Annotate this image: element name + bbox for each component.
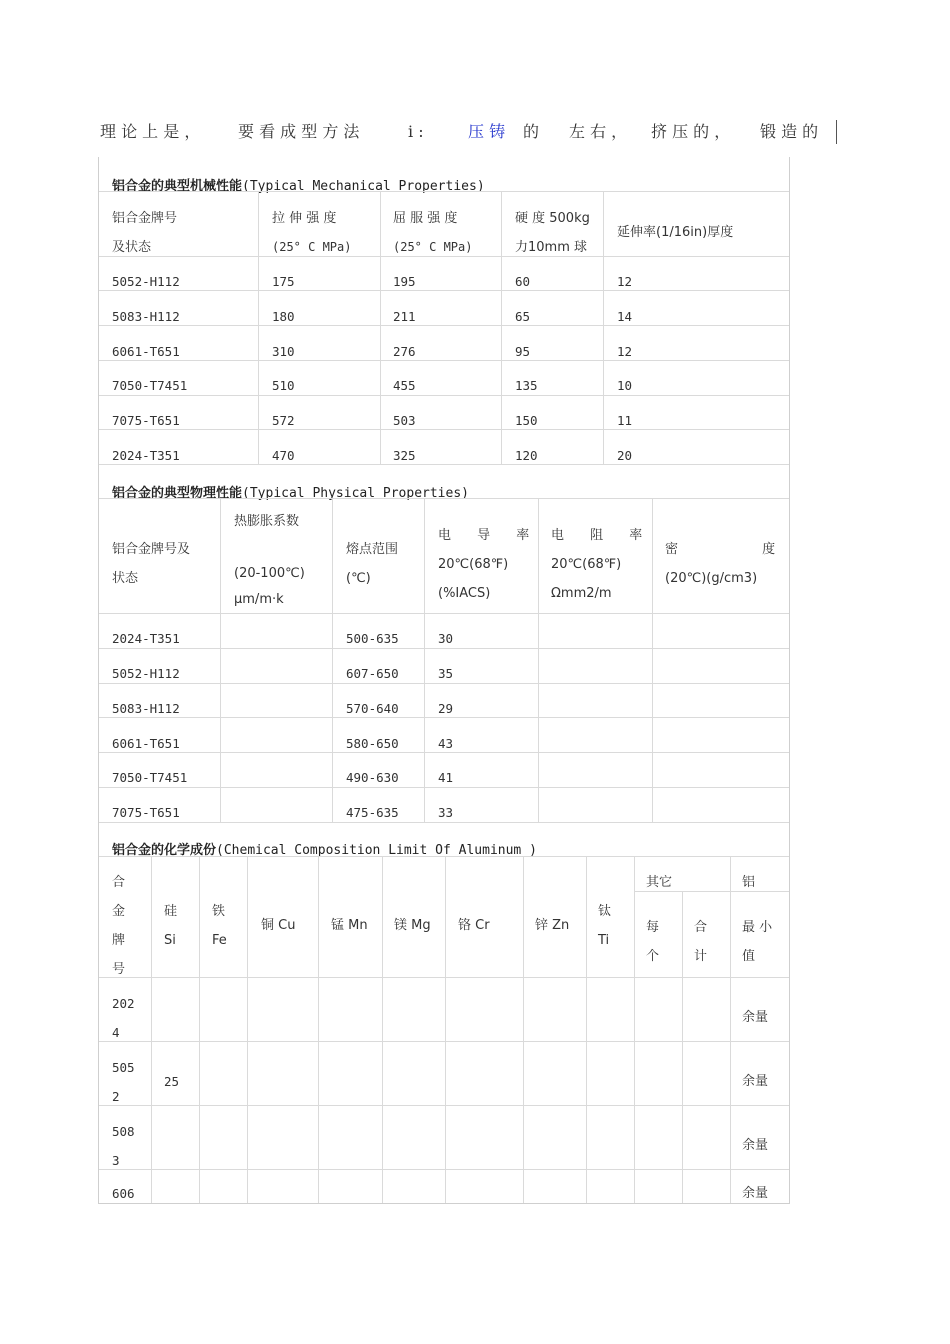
phys-cell-alloy: 2024-T351 xyxy=(112,631,180,646)
intro-line xyxy=(100,120,837,144)
chem-header-cu: 铜 Cu xyxy=(261,918,296,933)
phys-header-melting: 熔点范围 (℃) xyxy=(346,542,399,586)
mech-cell-hardness: 95 xyxy=(515,344,531,359)
mech-cell-tensile: 310 xyxy=(272,344,295,359)
chem-header-al: 铝 xyxy=(742,875,756,890)
intro-text-2: 要 看 成 型 方 法 xyxy=(238,122,360,141)
chem-header-alloy: 合 金 牌 号 xyxy=(112,875,126,977)
phys-header-expansion: 热膨胀系数 (20-100℃) μm/m·k xyxy=(234,514,305,607)
mechanical-title-en: (Typical Mechanical Properties) xyxy=(242,179,485,194)
chem-header-zn: 锌 Zn xyxy=(535,918,570,933)
intro-text-5: 左 右 ， xyxy=(569,122,628,141)
mech-cell-elongation: 12 xyxy=(617,274,633,289)
mech-cell-hardness: 120 xyxy=(515,448,538,463)
phys-cell-conductivity: 41 xyxy=(438,770,454,785)
chem-header-each: 每 个 xyxy=(646,920,660,964)
mech-header-yield: 屈 服 强 度 (25° C MPa) xyxy=(393,211,473,254)
chem-cell-alloy: 606 xyxy=(112,1186,135,1201)
intro-text-4: 的 xyxy=(523,122,540,141)
chem-header-cr: 铬 Cr xyxy=(458,918,490,933)
chem-cell-al: 余量 xyxy=(742,1186,769,1201)
intro-text-1: 理 论 上 是 ， xyxy=(100,122,201,141)
mech-cell-yield: 503 xyxy=(393,413,416,428)
phys-cell-melting: 580-650 xyxy=(346,736,399,751)
chem-cell-alloy: 508 3 xyxy=(112,1124,135,1168)
mech-cell-tensile: 470 xyxy=(272,448,295,463)
mech-cell-yield: 276 xyxy=(393,344,416,359)
chem-cell-al: 余量 xyxy=(742,1010,769,1025)
mech-cell-hardness: 65 xyxy=(515,309,531,324)
chem-header-total: 合 计 xyxy=(694,920,708,964)
phys-cell-melting: 475-635 xyxy=(346,805,399,820)
phys-cell-conductivity: 29 xyxy=(438,701,454,716)
mech-cell-elongation: 11 xyxy=(617,413,633,428)
phys-cell-alloy: 5052-H112 xyxy=(112,666,180,681)
document-tables xyxy=(98,157,790,1204)
mech-cell-tensile: 175 xyxy=(272,274,295,289)
chem-header-al-min: 最 小 值 xyxy=(742,920,773,964)
mech-cell-hardness: 150 xyxy=(515,413,538,428)
phys-header-density: 密 度 (20℃)(g/cm3) xyxy=(665,542,776,586)
mech-cell-alloy: 7075-T651 xyxy=(112,413,180,428)
mech-cell-alloy: 5052-H112 xyxy=(112,274,180,289)
mech-cell-tensile: 510 xyxy=(272,378,295,393)
mech-header-tensile: 拉 伸 强 度 (25° C MPa) xyxy=(272,211,352,254)
chem-header-other: 其它 xyxy=(646,875,673,890)
phys-cell-melting: 570-640 xyxy=(346,701,399,716)
chem-cell-alloy: 202 4 xyxy=(112,996,135,1040)
chemical-title-cn: 铝合金的化学成份 xyxy=(112,843,217,858)
mech-cell-hardness: 60 xyxy=(515,274,531,289)
phys-cell-melting: 500-635 xyxy=(346,631,399,646)
mech-cell-yield: 325 xyxy=(393,448,416,463)
phys-cell-melting: 607-650 xyxy=(346,666,399,681)
mech-cell-yield: 211 xyxy=(393,309,416,324)
intro-link-die-casting[interactable]: 压 铸 xyxy=(468,122,506,141)
intro-text-7: 锻 造 的 xyxy=(760,122,819,141)
chem-header-ti: 钛 Ti xyxy=(598,904,612,948)
phys-cell-alloy: 5083-H112 xyxy=(112,701,180,716)
mech-header-alloy: 铝合金牌号 及状态 xyxy=(112,211,178,255)
physical-title-cn: 铝合金的典型物理性能 xyxy=(112,486,243,501)
phys-cell-conductivity: 43 xyxy=(438,736,454,751)
chem-cell-al: 余量 xyxy=(742,1138,769,1153)
phys-cell-conductivity: 33 xyxy=(438,805,454,820)
physical-title-en: (Typical Physical Properties) xyxy=(242,486,469,501)
chem-header-si: 硅 Si xyxy=(164,904,178,948)
chem-cell-alloy: 505 2 xyxy=(112,1060,135,1104)
mech-cell-elongation: 14 xyxy=(617,309,633,324)
chem-cell-si: 25 xyxy=(164,1074,180,1089)
chem-header-fe: 铁 Fe xyxy=(212,904,227,948)
mech-cell-elongation: 12 xyxy=(617,344,633,359)
phys-cell-melting: 490-630 xyxy=(346,770,399,785)
mech-cell-tensile: 572 xyxy=(272,413,295,428)
mech-cell-elongation: 20 xyxy=(617,448,633,463)
intro-text-6: 挤 压 的 ， xyxy=(651,122,731,141)
phys-header-resistivity: 电 阻 率 20℃(68℉) Ωmm2/m xyxy=(551,528,643,601)
mech-cell-alloy: 5083-H112 xyxy=(112,309,180,324)
mech-cell-alloy: 2024-T351 xyxy=(112,448,180,463)
phys-cell-alloy: 6061-T651 xyxy=(112,736,180,751)
mech-header-hardness: 硬 度 500kg 力10mm 球 xyxy=(515,211,590,255)
mechanical-title-cn: 铝合金的典型机械性能 xyxy=(112,179,243,194)
mech-cell-tensile: 180 xyxy=(272,309,295,324)
phys-cell-conductivity: 35 xyxy=(438,666,454,681)
chem-header-mg: 镁 Mg xyxy=(394,918,431,933)
phys-cell-alloy: 7050-T7451 xyxy=(112,770,188,785)
phys-cell-conductivity: 30 xyxy=(438,631,454,646)
chemical-title-en: (Chemical Composition Limit Of Aluminum ) xyxy=(216,843,537,858)
mech-cell-alloy: 6061-T651 xyxy=(112,344,180,359)
phys-header-conductivity: 电 导 率 20℃(68℉) (%IACS) xyxy=(438,528,530,601)
mech-cell-yield: 455 xyxy=(393,378,416,393)
chem-header-mn: 锰 Mn xyxy=(331,918,368,933)
mech-header-elongation: 延伸率(1/16in)厚度 xyxy=(617,225,734,240)
intro-text-3: i : xyxy=(408,122,424,141)
mech-cell-hardness: 135 xyxy=(515,378,538,393)
mech-cell-yield: 195 xyxy=(393,274,416,289)
phys-cell-alloy: 7075-T651 xyxy=(112,805,180,820)
mech-cell-elongation: 10 xyxy=(617,378,633,393)
chem-cell-al: 余量 xyxy=(742,1074,769,1089)
mech-cell-alloy: 7050-T7451 xyxy=(112,378,188,393)
phys-header-alloy: 铝合金牌号及 状态 xyxy=(112,542,191,586)
